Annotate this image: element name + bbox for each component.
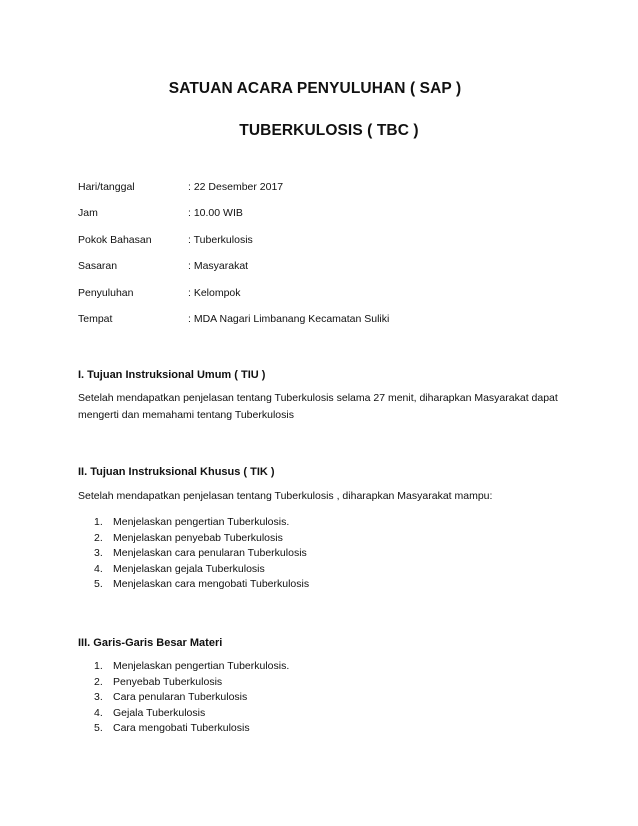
info-label: Pokok Bahasan — [78, 233, 152, 246]
info-value: : Kelompok — [188, 286, 241, 299]
info-value: : MDA Nagari Limbanang Kecamatan Suliki — [188, 312, 390, 325]
list-text: Cara penularan Tuberkulosis — [113, 691, 248, 704]
list-item — [78, 531, 578, 547]
section-paragraph: Setelah mendapatkan penjelasan tentang Tuberkulosis selama 27 menit, diharapkan Masyarakat dapat mengerti dan memahami tentang Tuberkulosis — [78, 392, 558, 421]
list-item — [78, 577, 578, 593]
list-text: Gejala Tuberkulosis — [113, 706, 206, 719]
list-item — [78, 706, 578, 722]
list-item — [78, 659, 578, 675]
info-label: Hari/tanggal — [78, 181, 135, 193]
list-item — [78, 690, 578, 706]
list-text: Menjelaskan gejala Tuberkulosis — [113, 562, 265, 575]
section-tik — [78, 466, 578, 593]
list-number: 1. — [94, 516, 103, 528]
list-text: Menjelaskan pengertian Tuberkulosis. — [113, 516, 290, 528]
section-heading: II. Tujuan Instruksional Khusus ( TIK ) — [78, 466, 275, 478]
list-item — [78, 515, 578, 531]
info-label: Penyuluhan — [78, 286, 134, 299]
section-heading: I. Tujuan Instruksional Umum ( TIU ) — [78, 369, 266, 381]
list-number: 2. — [94, 675, 103, 688]
document-title: SATUAN ACARA PENYULUHAN ( SAP ) — [168, 80, 462, 97]
list-number: 2. — [94, 531, 103, 544]
section-tiu — [78, 369, 578, 424]
info-value: : Masyarakat — [188, 260, 249, 273]
list-text: Penyebab Tuberkulosis — [113, 675, 223, 688]
list-item — [78, 562, 578, 578]
info-label: Tempat — [78, 312, 113, 325]
list-number: 4. — [94, 562, 103, 575]
list-text: Menjelaskan cara mengobati Tuberkulosis — [113, 578, 310, 591]
list-item — [78, 675, 578, 691]
materi-list — [78, 659, 578, 737]
list-text: Menjelaskan cara penularan Tuberkulosis — [113, 547, 307, 560]
list-number: 3. — [94, 691, 103, 704]
list-text: Menjelaskan penyebab Tuberkulosis — [113, 531, 283, 544]
tik-list — [78, 515, 578, 593]
list-number: 1. — [94, 660, 103, 672]
section-heading: III. Garis-Garis Besar Materi — [78, 637, 223, 649]
list-number: 3. — [94, 547, 103, 560]
info-value: : 22 Desember 2017 — [188, 181, 284, 193]
info-value: : Tuberkulosis — [188, 233, 253, 246]
list-text: Cara mengobati Tuberkulosis — [113, 722, 250, 735]
section-materi — [78, 637, 578, 737]
list-number: 5. — [94, 722, 103, 735]
section-paragraph: Setelah mendapatkan penjelasan tentang Tuberkulosis , diharapkan Masyarakat mampu: — [78, 490, 493, 502]
list-item — [78, 721, 578, 737]
list-item — [78, 546, 578, 562]
info-label: Jam — [78, 207, 98, 220]
document-subtitle: TUBERKULOSIS ( TBC ) — [239, 122, 419, 139]
list-number: 5. — [94, 578, 103, 591]
list-text: Menjelaskan pengertian Tuberkulosis. — [113, 660, 290, 672]
info-value: : 10.00 WIB — [188, 207, 243, 220]
info-label: Sasaran — [78, 260, 118, 273]
list-number: 4. — [94, 706, 103, 719]
